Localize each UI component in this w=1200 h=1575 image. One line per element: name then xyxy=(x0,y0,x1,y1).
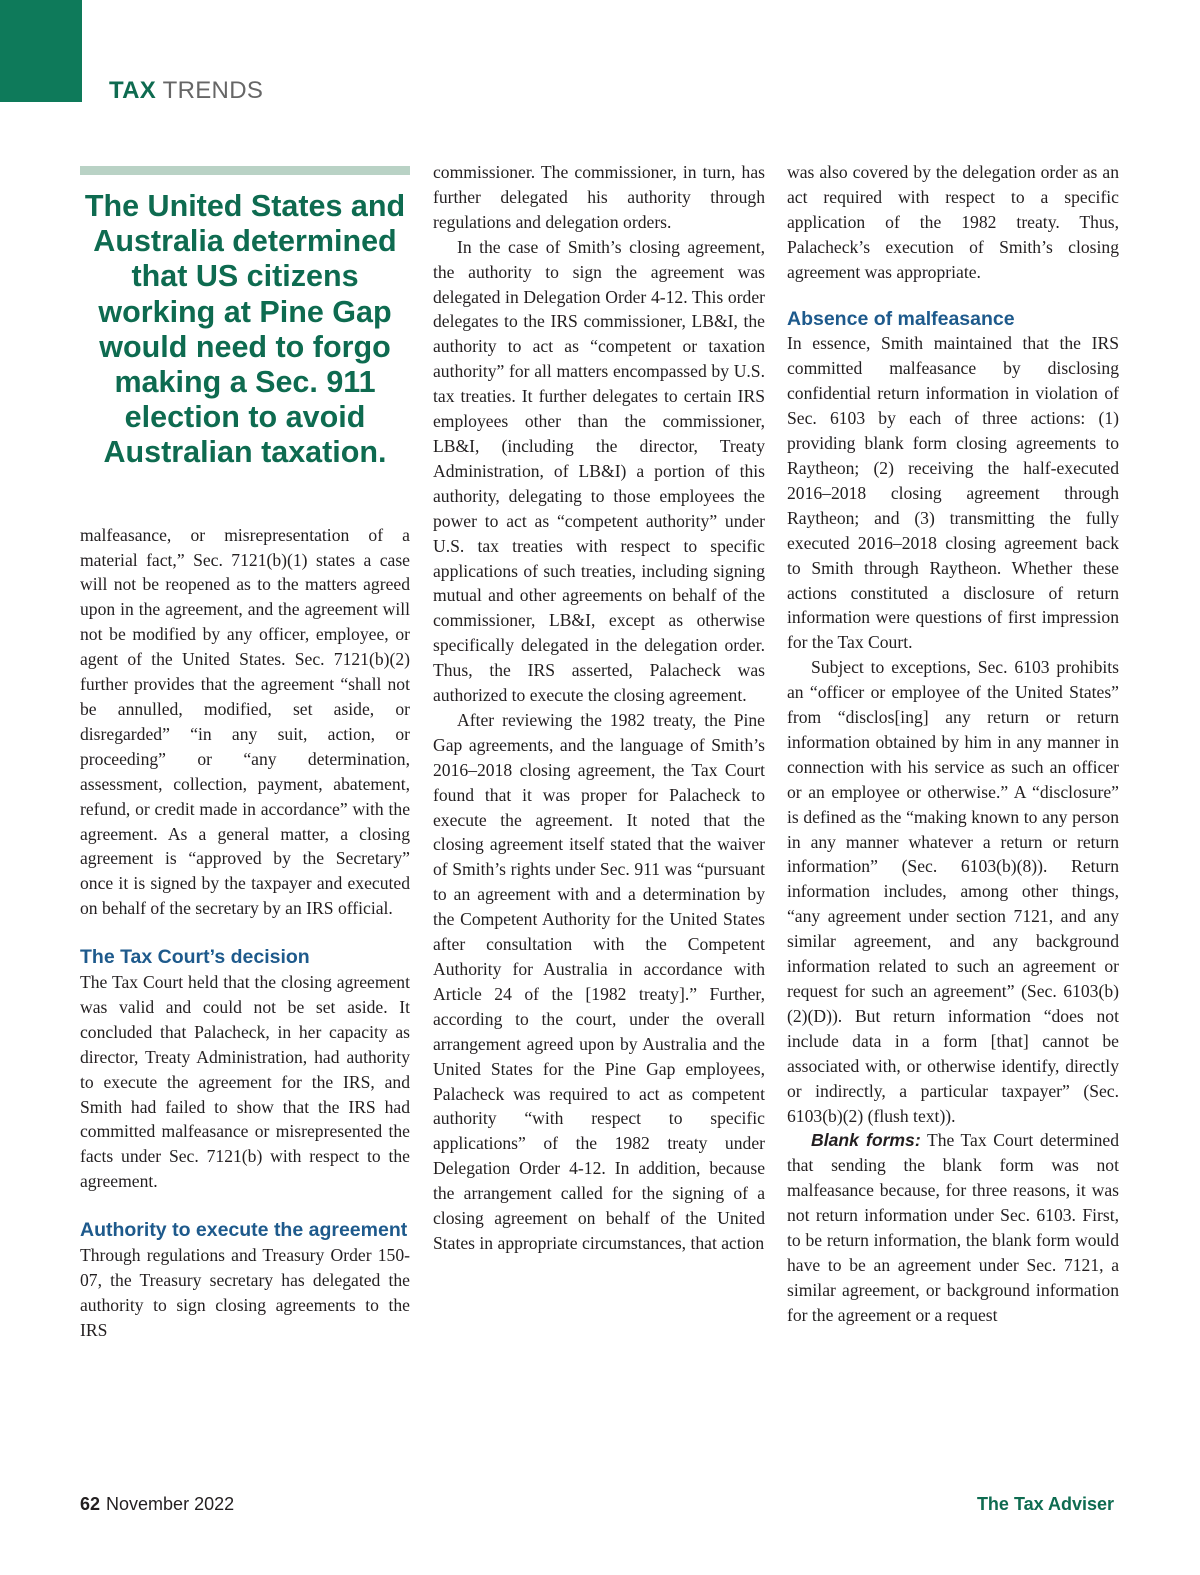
paragraph: In the case of Smith’s closing agreement, the authority to sign the agreement was delegated in Delegation Order 4-12. This order delegates to the IRS commissioner, LB&I, the authority to act as “competent or taxation authority” for all matters encompassed by U.S. tax treaties. It further delegates to certain IRS employees other than the commissioner, LB&I, (including the director, Treaty Administration, of LB&I) a portion of this authority, delegating to those employees the power to act as “competent authority” under U.S. tax treaties with respect to specific applications of such treaties, including signing mutual and other agreements on behalf of the commissioner, LB&I, except as otherwise specifically delegated in the delegation order. Thus, the IRS asserted, Palacheck was authorized to execute the closing agreement. xyxy=(433,236,765,706)
column-3 xyxy=(787,160,1119,1328)
paragraph: malfeasance, or misrepresentation of a material fact,” Sec. 7121(b)(1) states a case will not be reopened as to the matters agreed upon in the agreement, and the agreement will not be modified by any officer, employee, or agent of the United States. Sec. 7121(b)(2) further provides that the agreement “shall not be annulled, modified, set aside, or disregarded” “in any suit, action, or proceeding” or “any determination, assessment, collection, payment, abatement, refund, or credit made in accordance” with the agreement. As a general matter, a closing agreement is “approved by the Secretary” once it is signed by the taxpayer and executed on behalf of the secretary by an IRS official. xyxy=(80,524,410,919)
section-label-bold: TAX xyxy=(109,77,157,104)
publication-name: The Tax Adviser xyxy=(976,1494,1114,1514)
section-label-light: TRENDS xyxy=(156,77,264,104)
page-number: 62 xyxy=(80,1494,101,1514)
subhead-tax-court-decision: The Tax Court’s decision xyxy=(80,946,310,969)
pullquote: The United States and Australia determined that US citizens working at Pine Gap would need to forgo making a Sec. 911 election to avoid Australian taxation. xyxy=(84,189,406,470)
paragraph: was also covered by the delegation order as an act required with respect to a specific application of the 1982 treaty. Thus, Palacheck’s execution of Smith’s closing agreement was appropriate. xyxy=(787,162,1119,282)
paragraph-text: The Tax Court determined that sending the blank form was not malfeasance because, for three reasons, it was not return information under Sec. 6103. First, to be return information, the blank form would have to be an agreement under Sec. 7121, a similar agreement, or background information for the agreement or a request xyxy=(787,1130,1119,1325)
paragraph: Through regulations and Treasury Order 150-07, the Treasury secretary has delegated the authority to sign closing agreements to the IRS xyxy=(80,1245,410,1340)
corner-accent-block xyxy=(0,0,82,102)
paragraph: commissioner. The commissioner, in turn, has further delegated his authority through regulations and delegation orders. xyxy=(433,162,765,232)
issue-date: November 2022 xyxy=(106,1494,235,1514)
runin-heading: Blank forms: xyxy=(811,1130,921,1151)
subhead-absence-of-malfeasance: Absence of malfeasance xyxy=(787,307,1015,330)
subhead-authority-to-execute: Authority to execute the agreement xyxy=(80,1219,408,1242)
paragraph: After reviewing the 1982 treaty, the Pine Gap agreements, and the language of Smith’s 2016–2018 closing agreement, the Tax Court found that it was proper for Palacheck to execute the agreement. It noted that the closing agreement itself stated that the waiver of Smith’s rights under Sec. 911 was “pursuant to an agreement with and a determination by the Competent Authority for the United States after consultation with the Competent Authority for Australia in accordance with Article 24 of the [1982 treaty].” Further, according to the court, under the overall arrangement agreed upon by Australia and the United States for the Pine Gap employees, Palacheck was required to act as competent authority “with respect to specific applications” of the 1982 treaty under Delegation Order 4-12. In addition, because the arrangement called for the signing of a closing agreement on behalf of the United States in appropriate circumstances, that action xyxy=(433,709,765,1253)
section-label xyxy=(109,77,263,105)
paragraph-blank-forms xyxy=(787,1128,1119,1327)
pullquote-rule xyxy=(80,166,410,175)
paragraph: In essence, Smith maintained that the IRS committed malfeasance by disclosing confidential return information in violation of Sec. 6103 by each of three actions: (1) providing blank form closing agreements to Raytheon; (2) receiving the half-executed 2016–2018 closing agreement through Raytheon; and (3) transmitting the fully executed 2016–2018 closing agreement back to Smith through Raytheon. Whether these actions constituted a disclosure of return information were questions of first impression for the Tax Court. xyxy=(787,333,1119,653)
paragraph: Subject to exceptions, Sec. 6103 prohibits an “officer or employee of the United States” from “disclos[ing] any return or return information obtained by him in any manner in connection with his service as such an officer or an employee or otherwise.” A “disclosure” is defined as the “making known to any person in any manner whatever a return or return information” (Sec. 6103(b)(8)). Return information includes, among other things, “any agreement under section 7121, and any similar agreement, and any background information related to such an agreement or request for such an agreement” (Sec. 6103(b)(2)(D)). But return information “does not include data in a form [that] cannot be associated with, or otherwise identify, directly or indirectly, a particular taxpayer” (Sec. 6103(b)(2) (flush text)). xyxy=(787,657,1119,1126)
paragraph: The Tax Court held that the closing agreement was valid and could not be set aside. It concluded that Palacheck, in her capacity as director, Treaty Administration, had authority to execute the agreement for the IRS, and Smith had failed to show that the IRS had committed malfeasance or misrepresented the facts under Sec. 7121(b) with respect to the agreement. xyxy=(80,972,410,1192)
footer-left xyxy=(80,1494,234,1515)
column-2 xyxy=(433,160,765,1256)
column-1 xyxy=(80,160,410,1343)
